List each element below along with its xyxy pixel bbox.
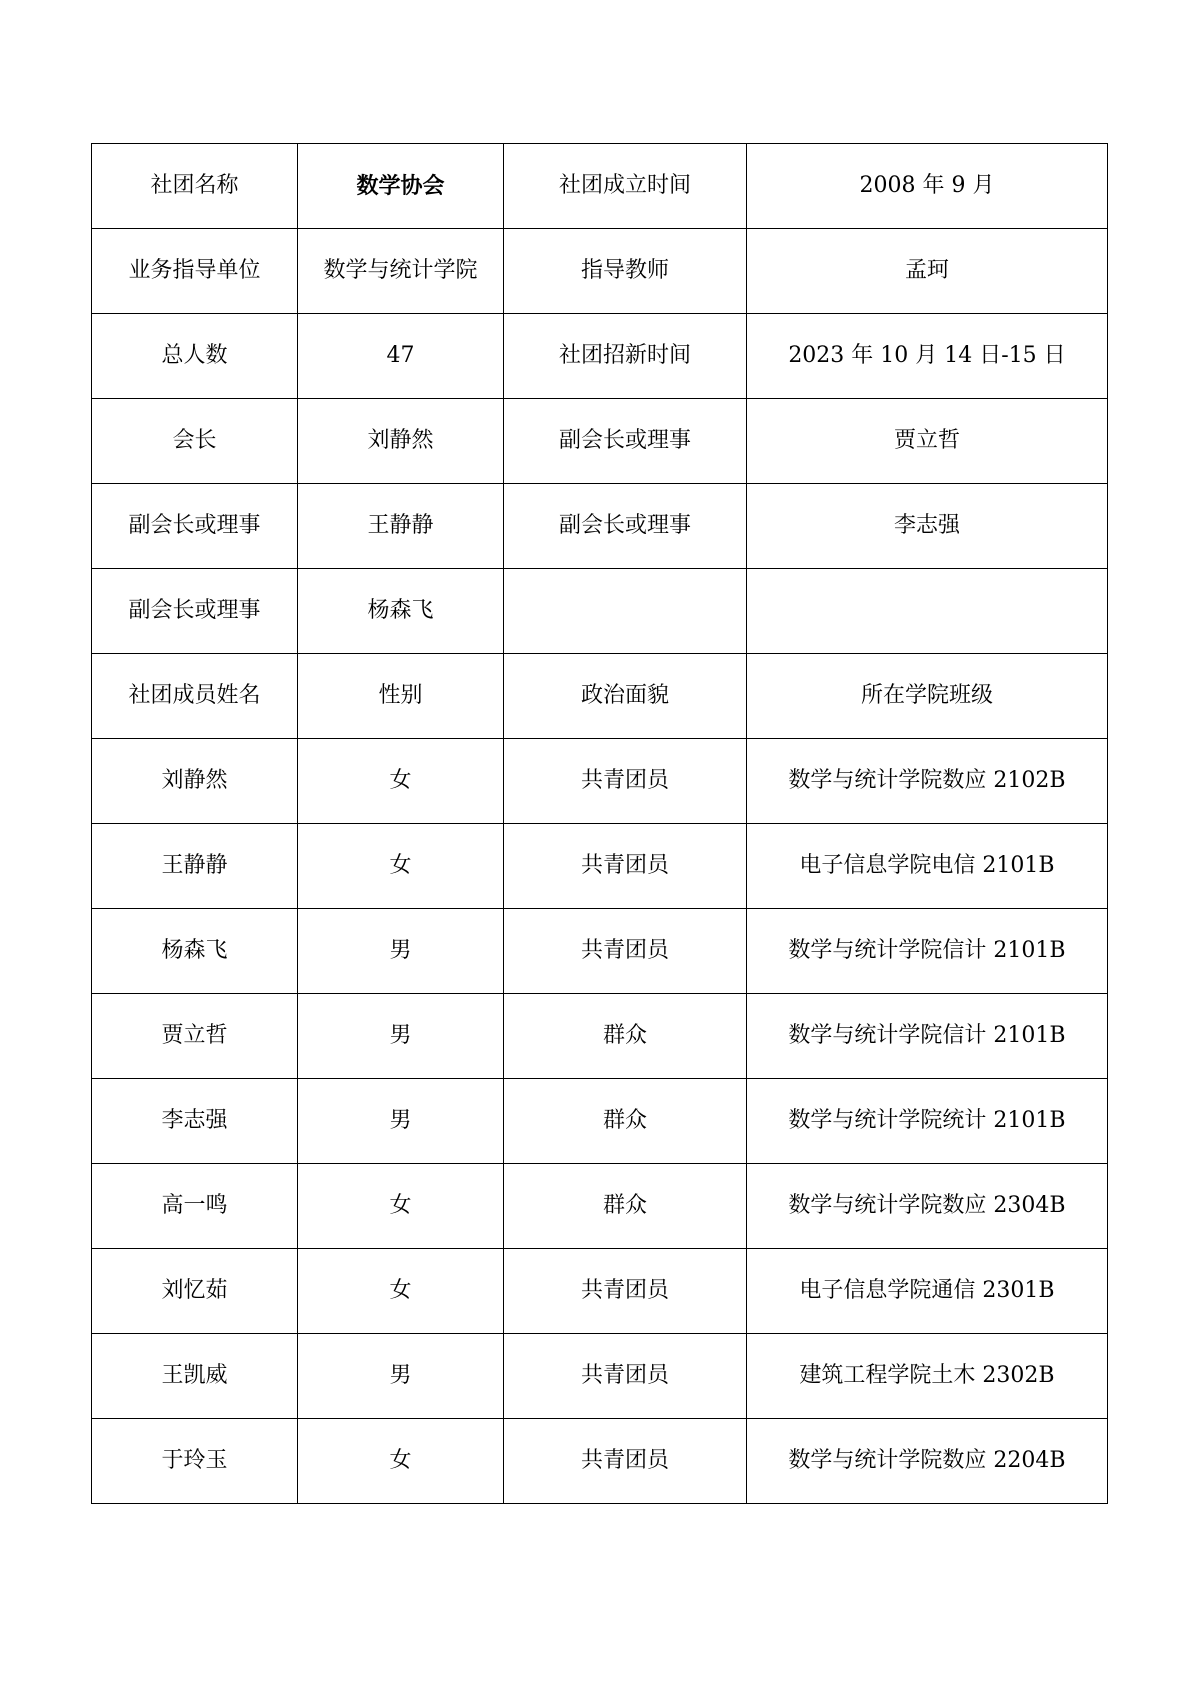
recruitment-date-value: 2023 年 10 月 14 日-15 日 (747, 314, 1108, 399)
vice-president-value: 杨森飞 (298, 569, 504, 654)
founded-date-label: 社团成立时间 (504, 144, 747, 229)
advisor-value: 孟珂 (747, 229, 1108, 314)
supervising-unit-value: 数学与统计学院 (298, 229, 504, 314)
recruitment-date-label: 社团招新时间 (504, 314, 747, 399)
vice-president-value: 李志强 (747, 484, 1108, 569)
member-row (92, 909, 1108, 994)
supervising-unit-label: 业务指导单位 (92, 229, 298, 314)
member-college-class: 数学与统计学院统计 2101B (747, 1079, 1108, 1164)
founded-date-value: 2008 年 9 月 (747, 144, 1108, 229)
member-row (92, 1249, 1108, 1334)
club-name-label: 社团名称 (92, 144, 298, 229)
vice-president-label: 副会长或理事 (504, 484, 747, 569)
club-name-value: 数学协会 (298, 144, 504, 229)
member-name: 刘忆茹 (92, 1249, 298, 1334)
member-political-status: 共青团员 (504, 1419, 747, 1504)
club-info-row (92, 314, 1108, 399)
member-name-header: 社团成员姓名 (92, 654, 298, 739)
member-gender: 男 (298, 909, 504, 994)
club-info-row (92, 399, 1108, 484)
member-gender: 女 (298, 1249, 504, 1334)
members-header-row (92, 654, 1108, 739)
member-college-class: 数学与统计学院数应 2304B (747, 1164, 1108, 1249)
vice-president-value: 王静静 (298, 484, 504, 569)
advisor-label: 指导教师 (504, 229, 747, 314)
member-political-status: 群众 (504, 994, 747, 1079)
member-name: 王凯威 (92, 1334, 298, 1419)
total-members-value: 47 (298, 314, 504, 399)
club-info-row (92, 229, 1108, 314)
club-info-row (92, 569, 1108, 654)
college-class-header: 所在学院班级 (747, 654, 1108, 739)
member-name: 王静静 (92, 824, 298, 909)
member-college-class: 电子信息学院电信 2101B (747, 824, 1108, 909)
member-college-class: 电子信息学院通信 2301B (747, 1249, 1108, 1334)
member-row (92, 1164, 1108, 1249)
member-college-class: 建筑工程学院土木 2302B (747, 1334, 1108, 1419)
member-name: 李志强 (92, 1079, 298, 1164)
empty-cell (747, 569, 1108, 654)
member-gender: 男 (298, 1334, 504, 1419)
member-college-class: 数学与统计学院数应 2204B (747, 1419, 1108, 1504)
member-political-status: 共青团员 (504, 909, 747, 994)
member-gender: 女 (298, 1164, 504, 1249)
member-political-status: 共青团员 (504, 824, 747, 909)
member-row (92, 739, 1108, 824)
member-political-status: 共青团员 (504, 1249, 747, 1334)
member-name: 贾立哲 (92, 994, 298, 1079)
member-gender: 女 (298, 739, 504, 824)
member-gender: 男 (298, 1079, 504, 1164)
member-name: 杨森飞 (92, 909, 298, 994)
member-row (92, 1079, 1108, 1164)
member-gender: 男 (298, 994, 504, 1079)
member-political-status: 共青团员 (504, 1334, 747, 1419)
empty-cell (504, 569, 747, 654)
member-political-status: 共青团员 (504, 739, 747, 824)
member-name: 于玲玉 (92, 1419, 298, 1504)
vice-president-label: 副会长或理事 (92, 484, 298, 569)
member-political-status: 群众 (504, 1079, 747, 1164)
club-info-row (92, 144, 1108, 229)
member-name: 高一鸣 (92, 1164, 298, 1249)
total-members-label: 总人数 (92, 314, 298, 399)
vice-president-value: 贾立哲 (747, 399, 1108, 484)
club-info-row (92, 484, 1108, 569)
member-college-class: 数学与统计学院信计 2101B (747, 994, 1108, 1079)
vice-president-label: 副会长或理事 (504, 399, 747, 484)
member-college-class: 数学与统计学院信计 2101B (747, 909, 1108, 994)
president-label: 会长 (92, 399, 298, 484)
member-row (92, 1334, 1108, 1419)
vice-president-label: 副会长或理事 (92, 569, 298, 654)
president-value: 刘静然 (298, 399, 504, 484)
gender-header: 性别 (298, 654, 504, 739)
member-row (92, 1419, 1108, 1504)
member-gender: 女 (298, 824, 504, 909)
member-college-class: 数学与统计学院数应 2102B (747, 739, 1108, 824)
member-political-status: 群众 (504, 1164, 747, 1249)
member-row (92, 994, 1108, 1079)
political-status-header: 政治面貌 (504, 654, 747, 739)
member-name: 刘静然 (92, 739, 298, 824)
member-gender: 女 (298, 1419, 504, 1504)
club-roster-table (91, 143, 1108, 1504)
member-row (92, 824, 1108, 909)
